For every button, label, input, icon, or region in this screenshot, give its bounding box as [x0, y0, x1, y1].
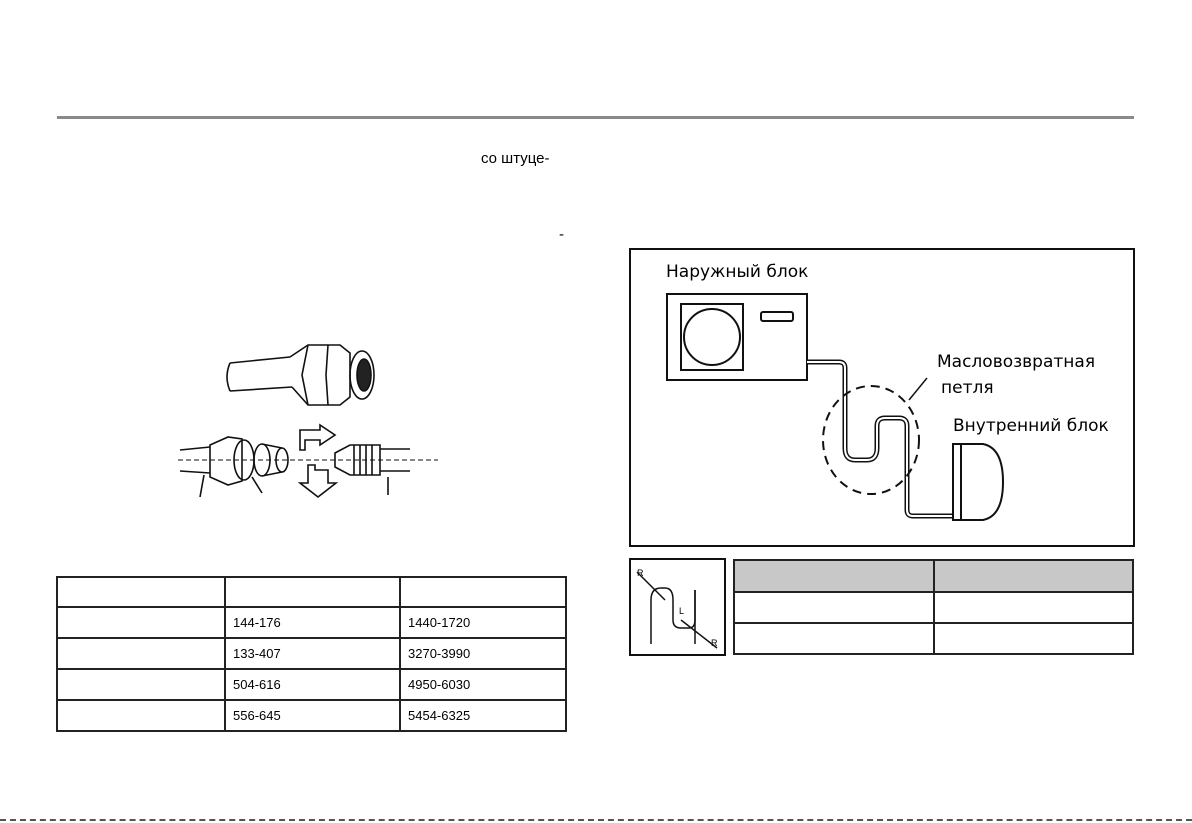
footer-rule	[0, 819, 1192, 821]
oil-return-loop-label: Масловозвратная	[937, 352, 1096, 372]
bend-label-r1: R	[637, 568, 644, 578]
table-cell	[934, 623, 1133, 654]
indoor-unit-label: Внутренний блок	[953, 416, 1109, 436]
table-row	[734, 623, 1133, 654]
table-row	[57, 700, 566, 731]
table-cell	[57, 607, 225, 638]
table-header-cell	[57, 577, 225, 607]
table-cell: 5454-6325	[400, 700, 566, 731]
bend-sketch	[631, 560, 724, 654]
table-cell	[734, 592, 934, 623]
table-header-row	[734, 560, 1133, 592]
table-cell: 504-616	[225, 669, 400, 700]
table-row	[57, 669, 566, 700]
table-row	[57, 607, 566, 638]
header-rule	[57, 116, 1134, 119]
text-fragment-fitting: со штуце-	[481, 150, 550, 167]
oil-loop-diagram-frame	[629, 248, 1135, 547]
bend-label-r2: R	[711, 638, 718, 648]
bend-label-l: L	[679, 606, 685, 616]
oil-loop-diagram	[631, 250, 1133, 545]
table-cell	[57, 700, 225, 731]
text-fragment-hyphen: -	[559, 226, 564, 243]
table-header-cell	[734, 560, 934, 592]
loop-table	[733, 559, 1134, 655]
table-row	[57, 638, 566, 669]
outdoor-unit-label: Наружный блок	[666, 262, 809, 282]
table-header-cell	[400, 577, 566, 607]
table-cell	[734, 623, 934, 654]
bend-sketch-frame	[629, 558, 726, 656]
table-header-cell	[934, 560, 1133, 592]
table-cell	[57, 638, 225, 669]
table-cell	[934, 592, 1133, 623]
table-cell: 133-407	[225, 638, 400, 669]
table-cell: 3270-3990	[400, 638, 566, 669]
table-cell: 1440-1720	[400, 607, 566, 638]
table-cell: 4950-6030	[400, 669, 566, 700]
torque-table	[56, 576, 567, 732]
table-row	[734, 592, 1133, 623]
table-cell: 556-645	[225, 700, 400, 731]
table-header-cell	[225, 577, 400, 607]
oil-return-loop-label-2: петля	[941, 378, 994, 398]
flare-nut-illustration	[170, 325, 450, 510]
table-cell	[57, 669, 225, 700]
table-cell: 144-176	[225, 607, 400, 638]
table-header-row	[57, 577, 566, 607]
